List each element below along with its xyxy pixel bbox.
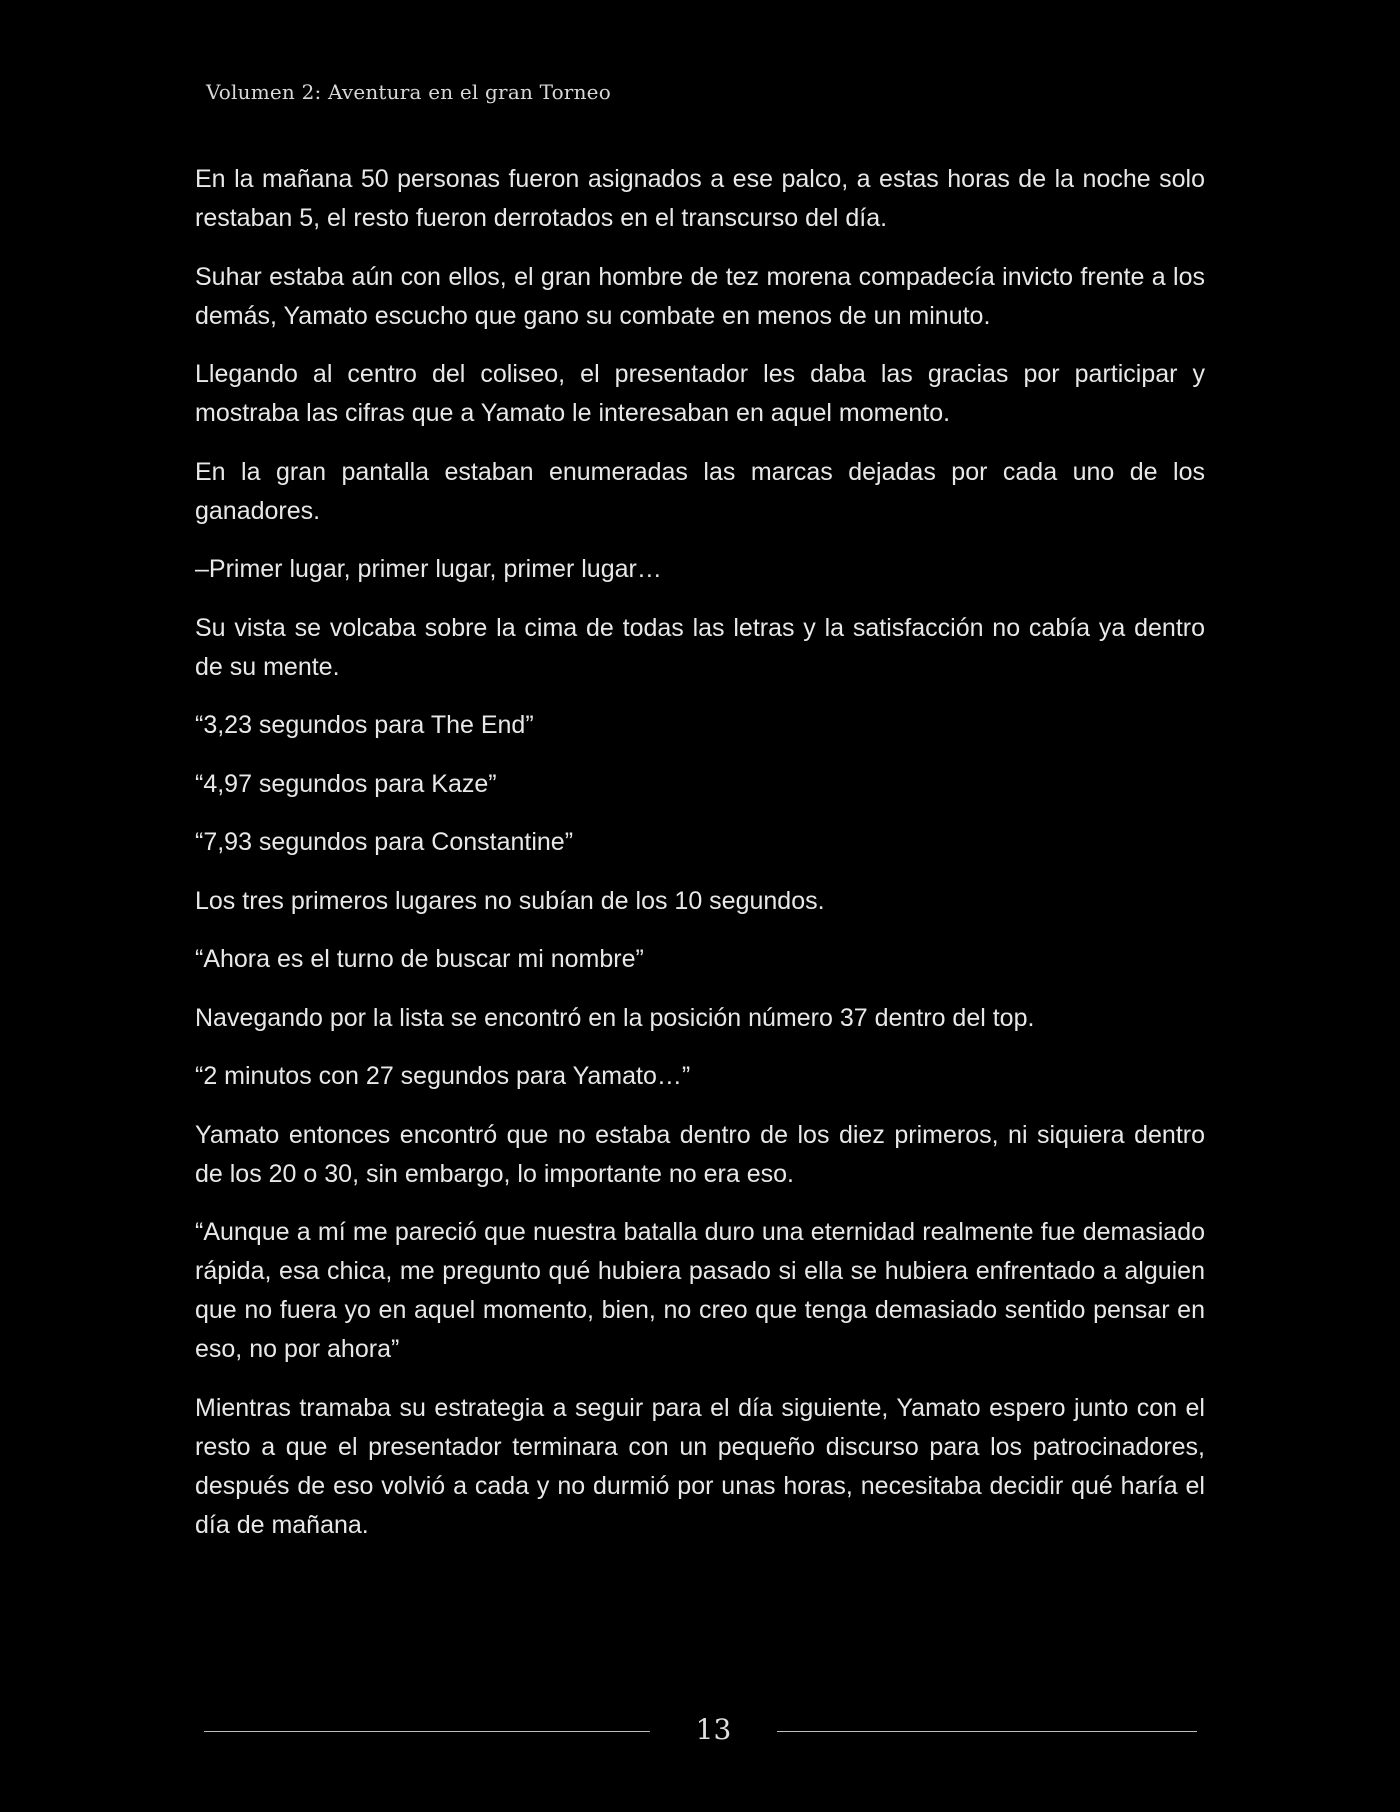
paragraph: Su vista se volcaba sobre la cima de todas las letras y la satisfacción no cabía ya dentro de su mente. (195, 613, 1205, 681)
paragraph: Los tres primeros lugares no subían de los 10 segundos. (195, 886, 825, 915)
quoted-line: “Ahora es el turno de buscar mi nombre” (195, 945, 644, 973)
paragraph: Llegando al centro del coliseo, el presentador les daba las gracias por participar y mostraba las cifras que a Yamato le interesaban en aquel momento. (195, 360, 1205, 427)
page-number: 13 (695, 1713, 732, 1746)
quoted-line: “7,93 segundos para Constantine” (195, 828, 574, 856)
page-footer (0, 1706, 1400, 1756)
running-header: Volumen 2: Aventura en el gran Torneo (206, 80, 611, 104)
paragraph: Suhar estaba aún con ellos, el gran hombre de tez morena compadecía invicto frente a los demás, Yamato escucho que gano su combate en menos de un minuto. (195, 262, 1205, 330)
paragraph: En la gran pantalla estaban enumeradas las marcas dejadas por cada uno de los ganadores. (195, 457, 1205, 525)
footer-rule-left (204, 1731, 650, 1732)
paragraph: Navegando por la lista se encontró en la posición número 37 dentro del top. (195, 1003, 1035, 1032)
dialogue-line: –Primer lugar, primer lugar, primer lugar… (195, 555, 662, 583)
quoted-line: “3,23 segundos para The End” (195, 711, 534, 739)
paragraph: En la mañana 50 personas fueron asignados a ese palco, a estas horas de la noche solo restaban 5, el resto fueron derrotados en el transcurso del día. (195, 165, 1205, 232)
page-body (195, 160, 1205, 1564)
paragraph: Yamato entonces encontró que no estaba dentro de los diez primeros, ni siquiera dentro de los 20 o 30, sin embargo, lo importante no era eso. (195, 1120, 1205, 1188)
paragraph: “Aunque a mí me pareció que nuestra batalla duro una eternidad realmente fue demasiado rápida, esa chica, me pregunto qué hubiera pasado si ella se hubiera enfrentado a alguien que no fuera yo en aquel momento, bien, no creo que tenga demasiado sentido pensar en eso, no por ahora” (195, 1218, 1205, 1363)
quoted-line: “2 minutos con 27 segundos para Yamato…” (195, 1062, 691, 1090)
footer-rule-right (777, 1731, 1197, 1732)
quoted-line: “4,97 segundos para Kaze” (195, 769, 497, 798)
paragraph: Mientras tramaba su estrategia a seguir para el día siguiente, Yamato espero junto con el resto a que el presentador terminara con un pequeño discurso para los patrocinadores, después de eso volvió a cada y no durmió por unas horas, necesitaba decidir qué haría el día de mañana. (195, 1393, 1205, 1539)
